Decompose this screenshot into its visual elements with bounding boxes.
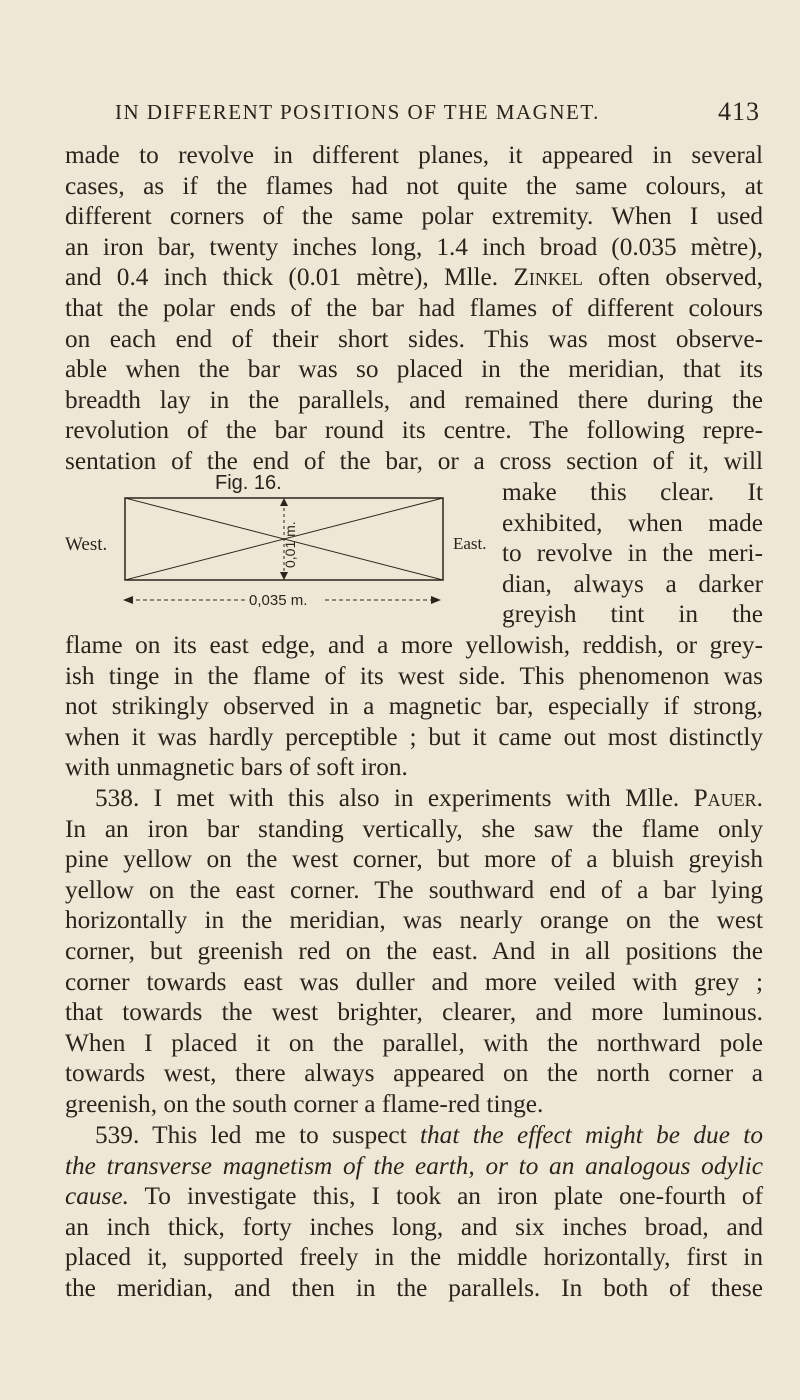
italic-text: cause. (65, 1182, 129, 1211)
text-line: dian, always a darker (502, 569, 763, 598)
figure-wrap-text (502, 477, 763, 630)
text-line: horizontally in the meridian, was nearly orange on the west (65, 906, 763, 935)
arrow-up-icon (280, 498, 288, 506)
text-line: the meridian, and then in the parallels. In both of these (65, 1273, 763, 1302)
person-name: Zinkel (513, 263, 583, 292)
text-line: ish tinge in the flame of its west side. This phenomenon was (65, 661, 763, 690)
text-line: revolution of the bar round its centre. The following repre- (65, 416, 763, 445)
height-dimension-label: 0,01 m. (282, 521, 298, 568)
text-line: an inch thick, forty inches long, and six inches broad, and (65, 1212, 763, 1241)
text-line: to revolve in the meri- (502, 539, 763, 568)
text-fragment: and 0.4 inch thick (0.01 mètre), Mlle. (65, 263, 514, 292)
text-line: on each end of their short sides. This was most observe- (65, 324, 763, 353)
text-line: corner towards east was duller and more veiled with grey ; (65, 967, 763, 996)
text-line: when it was hardly perceptible ; but it came out most distinctly (65, 722, 763, 751)
text-line: placed it, supported freely in the middle horizontally, first in (65, 1243, 763, 1272)
width-dimension-label: 0,035 m. (249, 592, 308, 609)
text-line: When I placed it on the parallel, with the northward pole (65, 1028, 763, 1057)
text-line (65, 262, 763, 293)
text-line (65, 1151, 763, 1182)
text-fragment: 539. This led me to suspect (95, 1121, 420, 1149)
text-line (65, 1181, 763, 1212)
text-line: that towards the west brighter, clearer, and more luminous. (65, 998, 763, 1027)
east-label: East. (453, 534, 487, 553)
arrow-left-icon (123, 596, 133, 604)
text-line: with unmagnetic bars of soft iron. (65, 753, 408, 782)
text-line: In an iron bar standing vertically, she saw the flame only (65, 814, 763, 843)
text-fragment: To investigate this, I took an iron plate one-fourth of (128, 1182, 763, 1211)
figure-16 (65, 472, 495, 612)
text-line: corner, but greenish red on the east. And in all positions the (65, 936, 763, 965)
text-fragment: 538. I met with this also in experiments with Mlle. (95, 784, 694, 812)
text-line (65, 1120, 763, 1151)
page-number: 413 (718, 97, 760, 126)
text-line: an iron bar, twenty inches long, 1.4 inch broad (0.035 mètre), (65, 232, 763, 261)
text-line: pine yellow on the west corner, but more of a bluish greyish (65, 845, 763, 874)
text-line: greyish tint in the (502, 600, 763, 629)
text-line: exhibited, when made (502, 508, 763, 537)
text-line: make this clear. It (502, 478, 763, 506)
text-line: sentation of the end of the bar, or a cross section of it, will (65, 446, 763, 475)
text-line: yellow on the east corner. The southward end of a bar lying (65, 875, 763, 904)
text-line: different corners of the same polar extremity. When I used (65, 202, 763, 231)
text-fragment: often observed, (582, 263, 763, 292)
text-line: not strikingly observed in a magnetic bar, especially if strong, (65, 692, 763, 721)
text-line: towards west, there always appeared on the north corner a (65, 1059, 763, 1088)
arrow-down-icon (280, 572, 288, 580)
text-line: flame on its east edge, and a more yellowish, reddish, or grey- (65, 631, 763, 659)
text-line: greenish, on the south corner a flame-red tinge. (65, 1089, 544, 1118)
west-label: West. (65, 534, 108, 555)
figure-caption: Fig. 16. (215, 472, 282, 494)
text-line: that the polar ends of the bar had flames of different colours (65, 293, 763, 322)
paragraph-1 (65, 140, 763, 477)
text-line (65, 783, 763, 814)
italic-text: that the effect might be due to (420, 1121, 763, 1149)
paragraph-1-continuation (65, 630, 763, 783)
paragraph-538 (65, 783, 763, 1120)
bar-cross-section-diagram (65, 472, 495, 612)
text-line: cases, as if the flames had not quite the same colours, at (65, 171, 763, 200)
text-line: made to revolve in different planes, it appeared in several (65, 141, 763, 169)
text-line: able when the bar was so placed in the meridian, that its (65, 355, 763, 384)
running-title: IN DIFFERENT POSITIONS OF THE MAGNET. (115, 100, 600, 124)
arrow-right-icon (431, 596, 441, 604)
person-name: Pauer. (693, 784, 763, 812)
paragraph-539 (65, 1120, 763, 1304)
italic-text: the transverse magnetism of the earth, or to an analogous odylic (65, 1151, 763, 1180)
text-line: breadth lay in the parallels, and remained there during the (65, 385, 763, 414)
